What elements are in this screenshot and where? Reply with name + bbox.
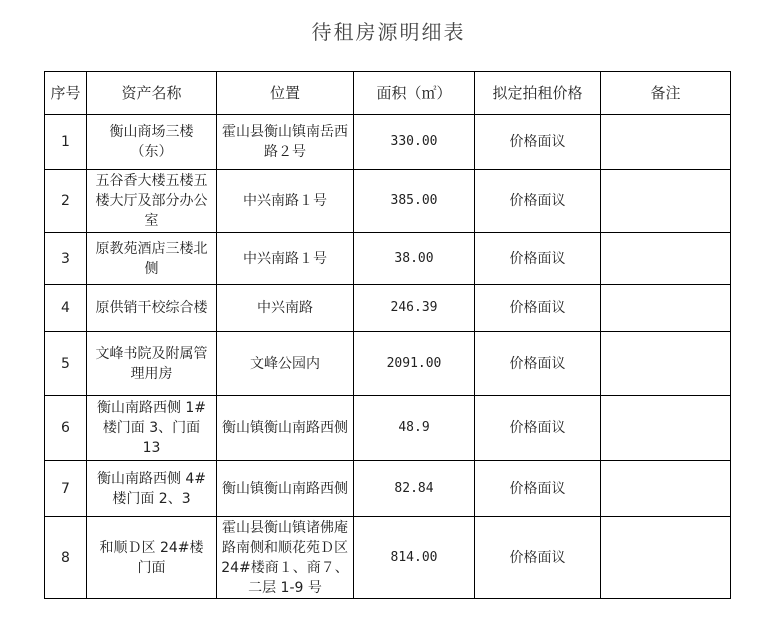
cell-asset-name: 原教苑酒店三楼北侧 — [87, 233, 217, 285]
cell-location: 霍山县衡山镇诸佛庵路南侧和顺花苑Ｄ区 24#楼商１、商７、二层 1-9 号 — [217, 517, 354, 599]
cell-proposed-price: 价格面议 — [475, 170, 601, 233]
document-title: 待租房源明细表 — [311, 20, 466, 44]
cell-remarks — [601, 115, 731, 170]
cell-serial-number: 6 — [45, 396, 87, 461]
cell-serial-number: 3 — [45, 233, 87, 285]
cell-proposed-price: 价格面议 — [475, 285, 601, 332]
header-proposed-price: 拟定拍租价格 — [475, 72, 601, 115]
header-remarks: 备注 — [601, 72, 731, 115]
cell-remarks — [601, 461, 731, 517]
cell-area: 814.00 — [354, 517, 475, 599]
table-header-row — [45, 72, 731, 115]
table-row — [45, 396, 731, 461]
cell-area: 38.00 — [354, 233, 475, 285]
cell-area: 246.39 — [354, 285, 475, 332]
cell-area: 82.84 — [354, 461, 475, 517]
cell-location: 衡山镇衡山南路西侧 — [217, 461, 354, 517]
table-row — [45, 115, 731, 170]
table-row — [45, 461, 731, 517]
header-asset-name: 资产名称 — [87, 72, 217, 115]
cell-asset-name: 原供销干校综合楼 — [87, 285, 217, 332]
cell-location: 中兴南路 — [217, 285, 354, 332]
cell-asset-name: 衡山南路西侧 4#楼门面 2、3 — [87, 461, 217, 517]
cell-proposed-price: 价格面议 — [475, 115, 601, 170]
cell-asset-name: 衡山商场三楼（东） — [87, 115, 217, 170]
cell-area: 385.00 — [354, 170, 475, 233]
cell-serial-number: 2 — [45, 170, 87, 233]
cell-proposed-price: 价格面议 — [475, 233, 601, 285]
header-serial-number: 序号 — [45, 72, 87, 115]
cell-remarks — [601, 233, 731, 285]
cell-area: 48.9 — [354, 396, 475, 461]
cell-remarks — [601, 332, 731, 396]
header-location: 位置 — [217, 72, 354, 115]
cell-asset-name: 衡山南路西侧 1#楼门面 3、门面 13 — [87, 396, 217, 461]
cell-location: 中兴南路１号 — [217, 170, 354, 233]
cell-proposed-price: 价格面议 — [475, 517, 601, 599]
cell-location: 衡山镇衡山南路西侧 — [217, 396, 354, 461]
rental-listing-table — [44, 71, 731, 599]
cell-serial-number: 7 — [45, 461, 87, 517]
cell-remarks — [601, 170, 731, 233]
cell-serial-number: 4 — [45, 285, 87, 332]
cell-remarks — [601, 285, 731, 332]
cell-asset-name: 和顺Ｄ区 24#楼门面 — [87, 517, 217, 599]
cell-area: 330.00 — [354, 115, 475, 170]
cell-remarks — [601, 396, 731, 461]
cell-proposed-price: 价格面议 — [475, 396, 601, 461]
cell-location: 霍山县衡山镇南岳西路２号 — [217, 115, 354, 170]
table-row — [45, 285, 731, 332]
table-row — [45, 517, 731, 599]
cell-serial-number: 1 — [45, 115, 87, 170]
header-area: 面积（㎡） — [354, 72, 475, 115]
cell-proposed-price: 价格面议 — [475, 332, 601, 396]
table-row — [45, 233, 731, 285]
cell-proposed-price: 价格面议 — [475, 461, 601, 517]
cell-serial-number: 8 — [45, 517, 87, 599]
cell-area: 2091.00 — [354, 332, 475, 396]
cell-location: 中兴南路１号 — [217, 233, 354, 285]
table-row — [45, 332, 731, 396]
cell-asset-name: 文峰书院及附属管理用房 — [87, 332, 217, 396]
table-row — [45, 170, 731, 233]
cell-asset-name: 五谷香大楼五楼五楼大厅及部分办公室 — [87, 170, 217, 233]
cell-location: 文峰公园内 — [217, 332, 354, 396]
cell-serial-number: 5 — [45, 332, 87, 396]
cell-remarks — [601, 517, 731, 599]
